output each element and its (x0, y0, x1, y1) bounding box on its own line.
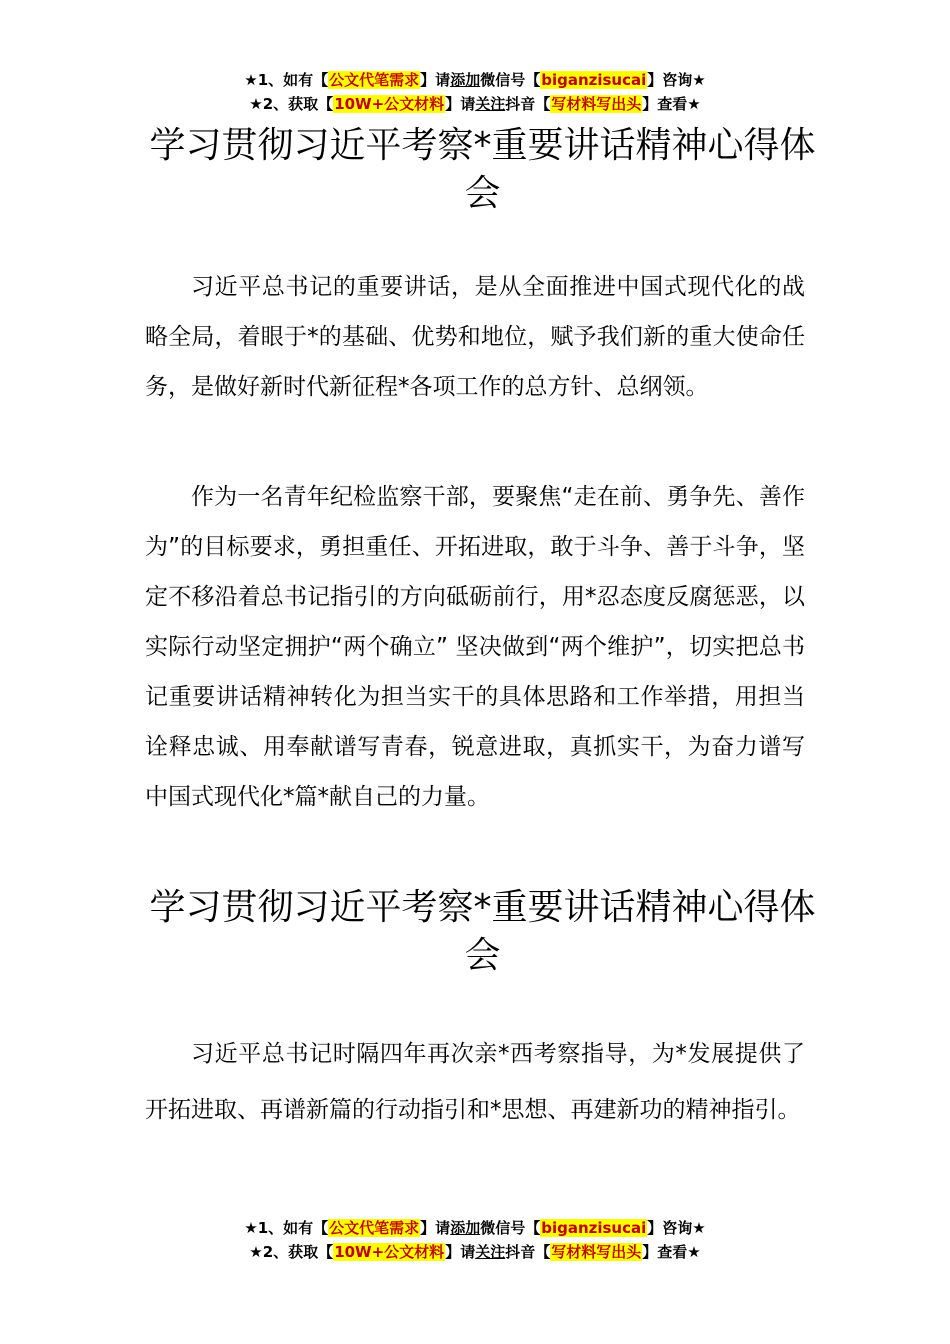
promo-wechat-id: biganzisucai (541, 1219, 647, 1237)
promo-emphasis: 添加 (450, 1219, 481, 1237)
promo-text: 】请 (420, 1219, 451, 1237)
article-1-title: 学习贯彻习近平考察*重要讲话精神心得体会 (149, 125, 816, 214)
promo-highlight: 10W+公文材料 (334, 95, 445, 113)
article-2-paragraph-1: 习近平总书记时隔四年再次亲*西考察指导，为*发展提供了开拓进取、再谱新篇的行动指引和*思想、再建新功的精神指引。 (145, 1041, 805, 1123)
promo-text: 】请 (420, 71, 451, 89)
promo-text: ★1、如有【 (244, 1219, 329, 1237)
header-promo-banner (0, 68, 950, 116)
promo-text: 抖音【 (505, 1243, 551, 1261)
promo-text: 抖音【 (505, 95, 551, 113)
promo-text: 】咨询★ (647, 71, 706, 89)
promo-text: 】查看★ (642, 95, 701, 113)
promo-text: 微信号【 (480, 1219, 541, 1237)
promo-wechat-id: biganzisucai (541, 71, 647, 89)
promo-douyin-id: 写材料写出头 (551, 95, 642, 113)
promo-text: 微信号【 (480, 71, 541, 89)
promo-text: 】咨询★ (647, 1219, 706, 1237)
promo-text: 】请 (445, 95, 476, 113)
promo-text: ★2、获取【 (249, 1243, 334, 1261)
promo-text: 】查看★ (642, 1243, 701, 1261)
promo-text: ★2、获取【 (249, 95, 334, 113)
promo-highlight: 10W+公文材料 (334, 1243, 445, 1261)
article-1-paragraph-1: 习近平总书记的重要讲话，是从全面推进中国式现代化的战略全局，着眼于*的基础、优势和地位，赋予我们新的重大使命任务，是做好新时代新征程*各项工作的总方针、总纲领。 (145, 274, 805, 400)
promo-line-1 (0, 68, 950, 92)
promo-text: ★1、如有【 (244, 71, 329, 89)
promo-emphasis: 添加 (450, 71, 481, 89)
promo-highlight: 公文代笔需求 (329, 71, 420, 89)
promo-highlight: 公文代笔需求 (329, 1219, 420, 1237)
promo-douyin-id: 写材料写出头 (551, 1243, 642, 1261)
article-1-paragraph-2: 作为一名青年纪检监察干部，要聚焦“走在前、勇争先、善作为”的目标要求，勇担重任、开拓进取，敢于斗争、善于斗争，坚定不移沿着总书记指引的方向砥砺前行，用*忍态度反腐惩恶，以实际行动坚定拥护“两个确立” 坚决做到“两个维护”，切实把总书记重要讲话精神转化为担当实干的具体思路和工作举措，用担当诠释忠诚、用奉献谱写青春，锐意进取，真抓实干，为奋力谱写中国式现代化*篇*献自己的力量。 (145, 484, 805, 810)
promo-line-2 (0, 92, 950, 116)
promo-line-1 (0, 1216, 950, 1240)
promo-line-2 (0, 1240, 950, 1264)
article-2-title: 学习贯彻习近平考察*重要讲话精神心得体会 (149, 887, 816, 976)
promo-emphasis: 关注 (475, 1243, 506, 1261)
promo-emphasis: 关注 (475, 95, 506, 113)
promo-text: 】请 (445, 1243, 476, 1261)
footer-promo-banner (0, 1216, 950, 1264)
